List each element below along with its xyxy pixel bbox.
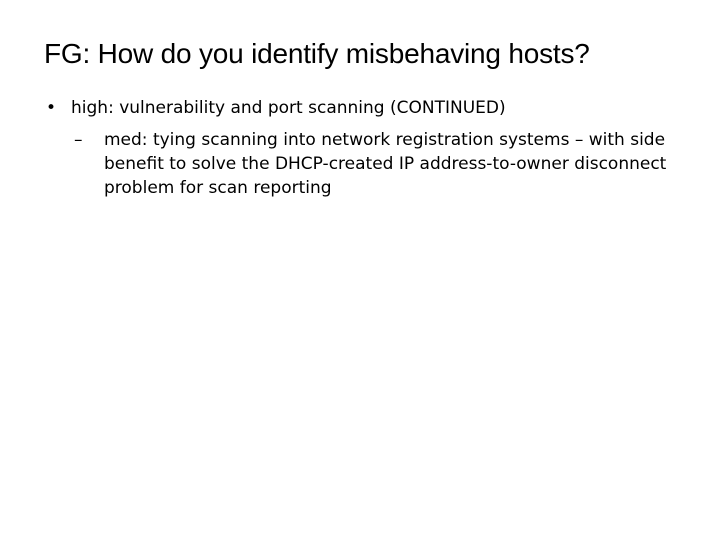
bullet-item — [46, 96, 696, 200]
sub-bullet-text: med: tying scanning into network registration systems – with side benefit to solve the DHCP-created IP address-to-owner disconnect problem for scan reporting — [104, 130, 667, 198]
bullet-list — [46, 96, 696, 200]
sub-bullet-list — [71, 128, 696, 200]
slide-title: FG: How do you identify misbehaving hosts? — [44, 38, 590, 69]
sub-bullet-item — [74, 128, 696, 200]
bullet-text: high: vulnerability and port scanning (CONTINUED) — [71, 98, 506, 118]
dash-icon: – — [74, 130, 83, 150]
bullet-dot-icon: • — [46, 98, 57, 118]
